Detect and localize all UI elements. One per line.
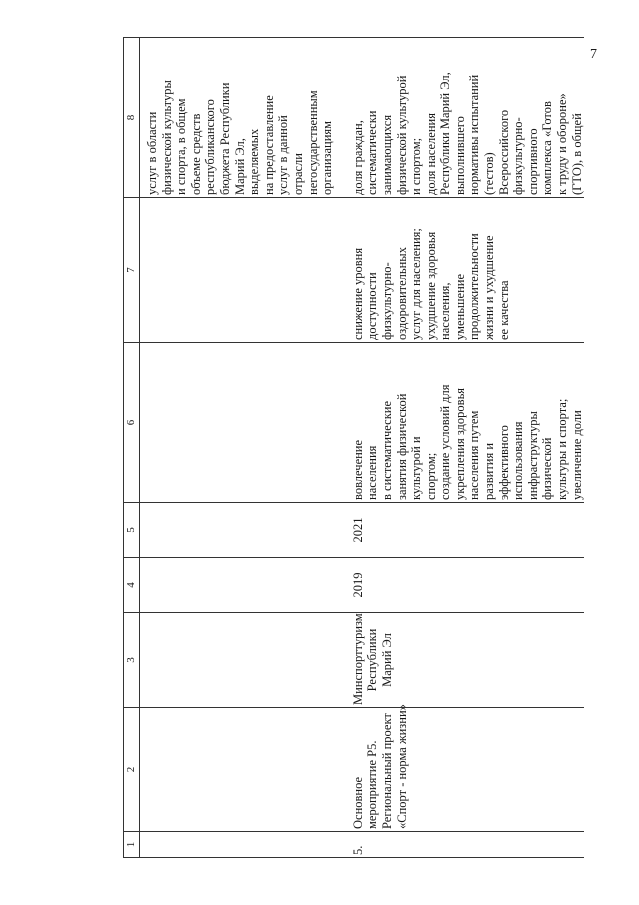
header-col-8: 8 bbox=[124, 38, 140, 198]
header-col-6: 6 bbox=[124, 343, 140, 503]
page-number: 7 bbox=[590, 47, 597, 62]
header-col-3: 3 bbox=[124, 613, 140, 708]
table-row-5 bbox=[335, 38, 585, 858]
end-year: 2021 bbox=[335, 503, 585, 558]
header-col-2: 2 bbox=[124, 708, 140, 832]
header-row bbox=[124, 38, 140, 858]
measures-table bbox=[123, 37, 584, 858]
continuation-row bbox=[145, 38, 335, 858]
start-year: 2019 bbox=[335, 558, 585, 613]
rotated-table-area bbox=[123, 38, 639, 858]
related-indicators: доля граждан, систематически занимающихся физической культурой и спортом; доля населения Республики Марий Эл, выполнившего нормативы испытаний (тестов) Всероссийского физкультурно- спортивного комплекса «Готов к труду и обороне» (ГТО), в общей bbox=[335, 38, 585, 198]
measure-name: Основное мероприятие Р5. Региональный проект «Спорт - норма жизни» bbox=[335, 708, 585, 832]
row-number: 5. bbox=[335, 832, 585, 858]
header-col-7: 7 bbox=[124, 198, 140, 343]
header-col-1: 1 bbox=[124, 832, 140, 858]
header-col-5: 5 bbox=[124, 503, 140, 558]
continuation-indicator-text: услуг в области физической культуры и спорта, в общем объеме средств республиканского бюджета Республики Марий Эл, выделяемых на предоставление услуг в данной отрасли негосударственным организациям bbox=[145, 38, 335, 198]
header-col-4: 4 bbox=[124, 558, 140, 613]
expected-result: вовлечение населения в систематические занятия физической культурой и спортом; создание условий для укрепления здоровья населения путем развития и эффективного использования инфраструктуры физической культуры и спорта; увеличение доли bbox=[335, 343, 585, 503]
non-implementation-consequences: снижение уровня доступности физкультурно- оздоровительных услуг для населения; ухудшение здоровья населения, уменьшение продолжительности жизни и ухудшение ее качества bbox=[335, 198, 585, 343]
responsible-executor: Минспорттуризм Республики Марий Эл bbox=[335, 613, 585, 708]
